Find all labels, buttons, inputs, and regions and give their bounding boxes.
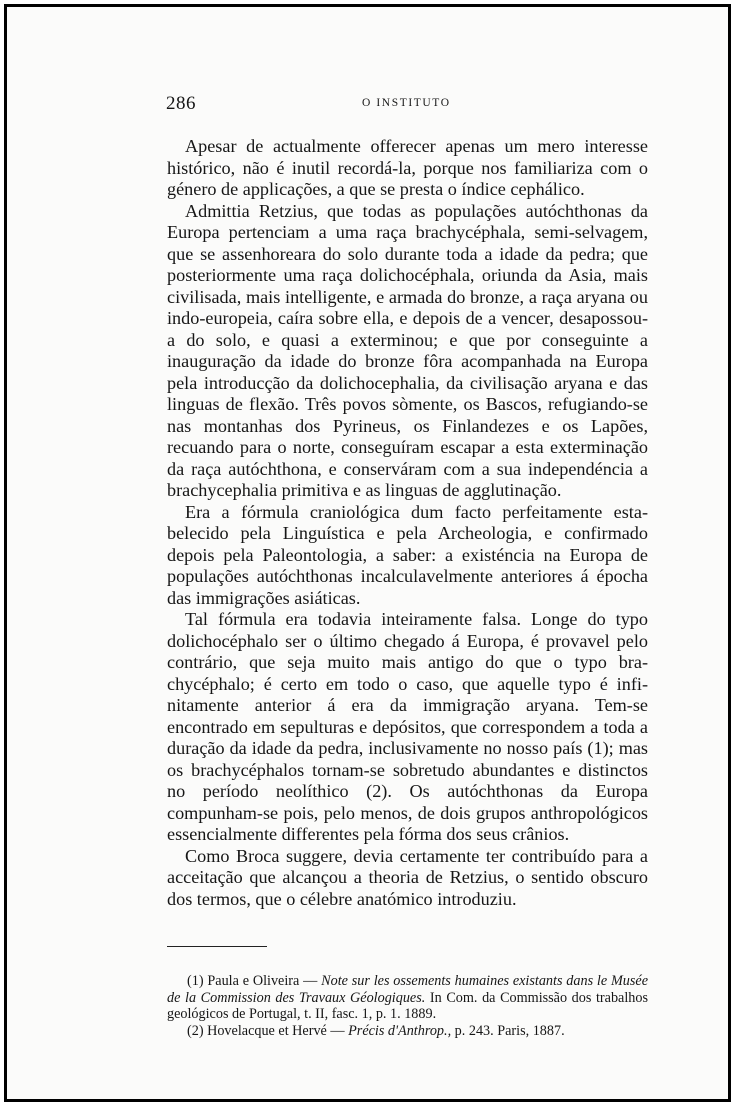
footnote-dash: — [299,973,322,989]
footnote-author: Paula e Oliveira [207,973,300,989]
footnotes [167,973,648,1039]
footnote [167,973,648,1023]
body-text [167,136,648,910]
footnote-citation: In Com. da Commissão dos trabalhos geológicos de Portugal, t. II, fasc. 1, p. 1. 1889. [167,989,648,1022]
footnote-marker: (2) [187,1022,204,1039]
footnote-marker: (1) [187,973,204,989]
footnote-author: Hovelacque et Hervé [207,1022,327,1039]
page-content [167,93,648,1039]
page-frame [4,4,731,1102]
journal-title: O INSTITUTO [362,97,451,109]
paragraph: Era a fórmula craniológica dum facto perfeitamente estabelecido pela Linguística e pela Archeologia, e confirmado depois pela Paleontologia, a saber: a existéncia na Europa de populações autóchthonas incalculavelmente anteriores á épocha das immigrações asiáticas. [167,501,648,608]
footnote-rule [167,946,267,947]
footnote-citation: p. 243. Paris, 1887. [451,1022,565,1039]
footnote [167,1023,648,1040]
paragraph: Apesar de actualmente offerecer apenas um mero interesse histórico, não é inutil recordá-la, porque nos familiariza com o género de applicações, a que se presta o índice cephálico. [167,136,648,199]
paragraph: Como Broca suggere, devia certamente ter contribuído para a acceitação que alcançou a theoria de Retzius, o sentido obscuro dos termos, que o célebre anatómico introduziu. [167,845,648,909]
running-head [167,93,648,119]
footnote-dash: — [326,1022,349,1039]
page-number: 286 [166,93,196,114]
paragraph: Admittia Retzius, que todas as populações autóchthonas da Europa pertenciam a uma raça brachycéphala, semi-selvagem, que se assenhoreara do solo durante toda a idade da pedra; que posteriormente uma raça dolichocéphala, oriunda da Asia, mais civilisada, mais intelligente, e armada do bronze, a raça aryana ou indo-europeia, caíra sobre ella, e depois de a vencer, desapossou-a do solo, e quasi a exterminou; e que por conseguinte a inauguração da idade do bronze fôra acompanhada na Europa pela introducção da dolichocephalia, da civilisação aryana e das linguas de flexão. Três povos sòmente, os Bascos, refugiando-se nas montanhas dos Pyrineus, os Finlandezes e os Lapões, recuando para o norte, conseguíram escapar a esta exterminação da raça autóchthona, e conserváram com a sua independéncia a brachycephalia primitiva e as linguas de agglutinação. [167,200,648,500]
footnote-title: Note sur les ossements humaines existants dans le Musée de la Commission des Travaux Géologiques. [167,973,649,1006]
paragraph: Tal fórmula era todavia inteiramente falsa. Longe do typo dolichocéphalo ser o último chegado á Europa, é provavel pelo contrário, que seja muito mais antigo do que o typo brachycéphalo; é certo em todo o caso, que aquelle typo é infinitamente anterior á era da immigração aryana. Tem-se encontrado em sepulturas e depósitos, que correspondem a toda a duração da idade da pedra, inclusivamente no nosso país (1); mas os brachycéphalos tornam-se sobretudo abundantes e distinctos no período neolíthico (2). Os autóchthonas da Europa compunham-se pois, pelo menos, de dois grupos anthropológicos essencialmente differentes pela fórma dos seus crânios. [167,609,648,844]
footnote-title: Précis d'Anthrop., [348,1022,452,1039]
